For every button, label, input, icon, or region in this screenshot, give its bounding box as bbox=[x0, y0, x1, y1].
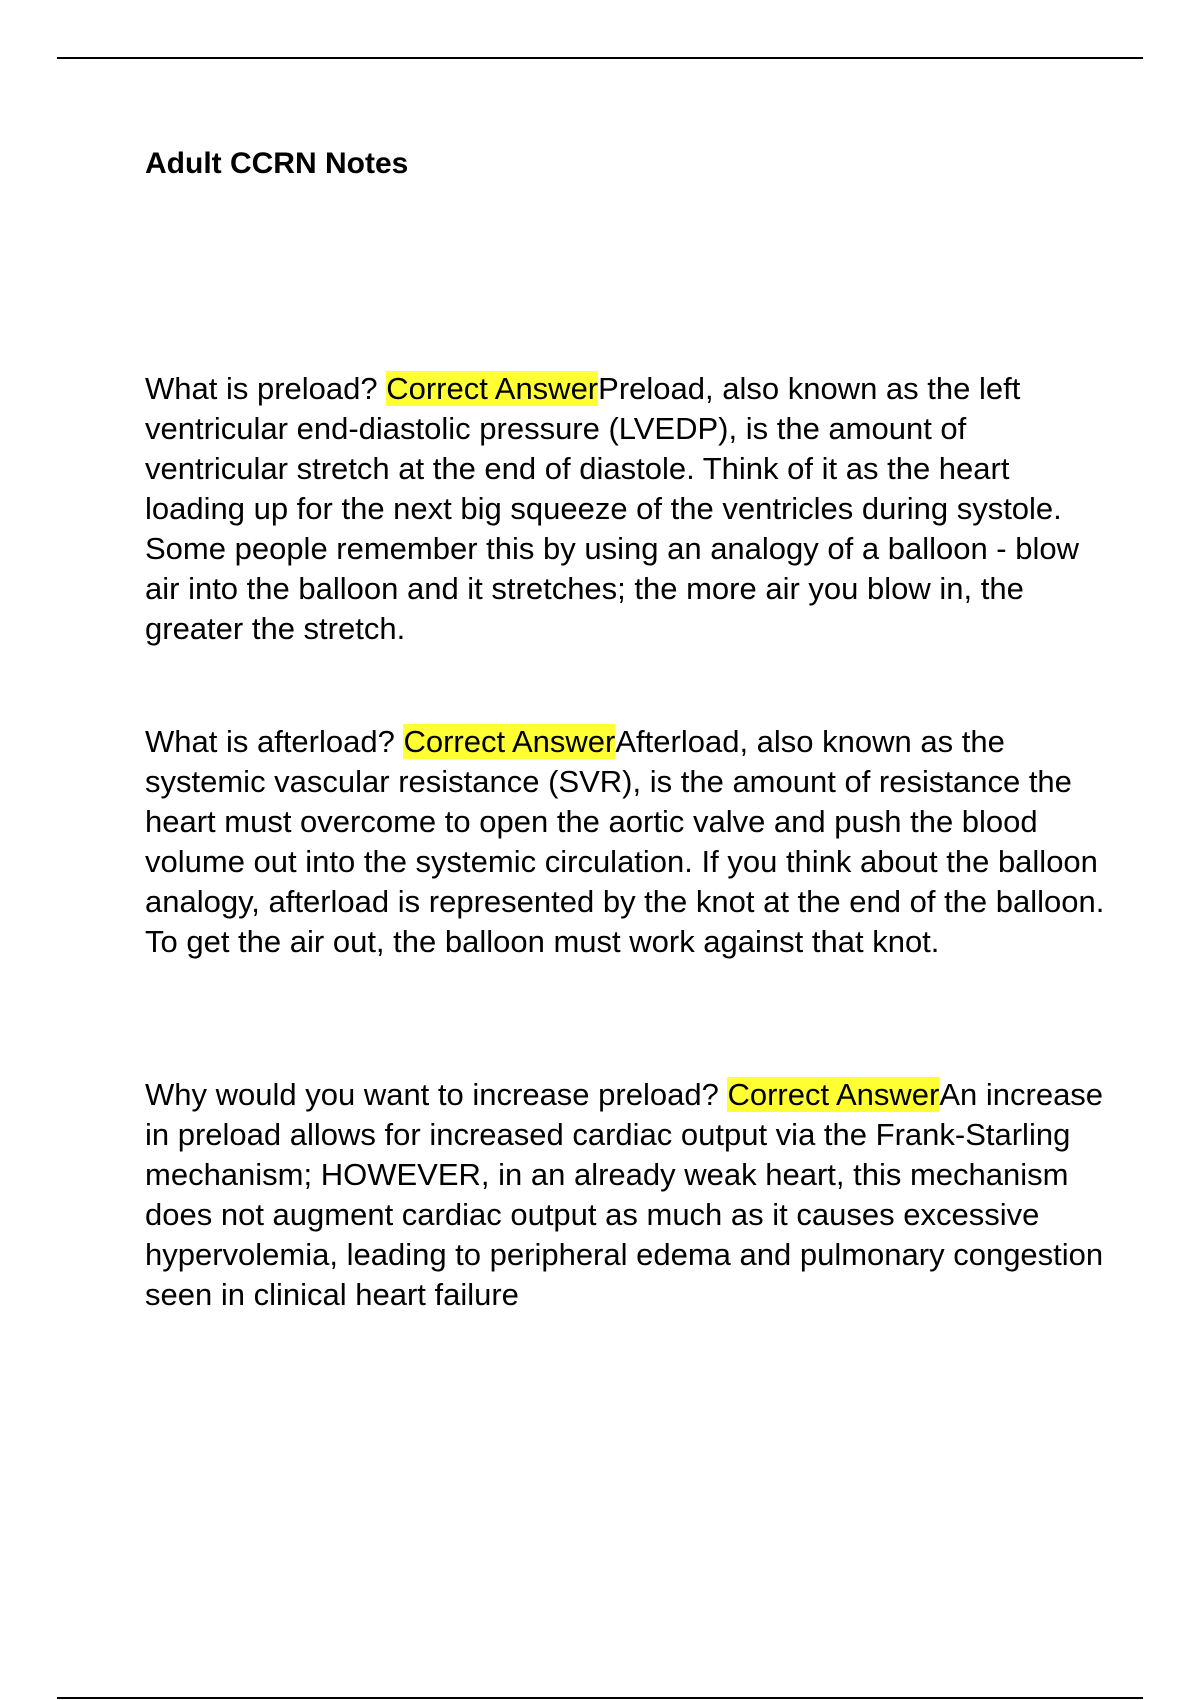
answer-text: An increase in preload allows for increased cardiac output via the Frank-Starling mechanism; HOWEVER, in an already weak heart, this mechanism does not augment cardiac output as much as it causes excessive hypervolemia, leading to peripheral edema and pulmonary congestion seen in clinical heart failure bbox=[145, 1077, 1104, 1312]
qa-item-afterload bbox=[145, 722, 1105, 962]
correct-answer-highlight: Correct Answer bbox=[727, 1077, 940, 1112]
correct-answer-highlight: Correct Answer bbox=[386, 371, 599, 406]
qa-item-increase-preload bbox=[145, 1075, 1105, 1315]
question-text: What is preload? bbox=[145, 371, 387, 406]
question-text: Why would you want to increase preload? bbox=[145, 1077, 728, 1112]
top-rule bbox=[57, 57, 1143, 59]
answer-text: Afterload, also known as the systemic vascular resistance (SVR), is the amount of resistance the heart must overcome to open the aortic valve and push the blood volume out into the systemic circulation. If you think about the balloon analogy, afterload is represented by the knot at the end of the balloon. To get the air out, the balloon must work against that knot. bbox=[145, 724, 1105, 959]
document-title: Adult CCRN Notes bbox=[145, 147, 409, 180]
bottom-rule bbox=[57, 1697, 1143, 1699]
answer-text: Preload, also known as the left ventricular end-diastolic pressure (LVEDP), is the amount of ventricular stretch at the end of diastole. Think of it as the heart loading up for the next big squeeze of the ventricles during systole. Some people remember this by using an analogy of a balloon - blow air into the balloon and it stretches; the more air you blow in, the greater the stretch. bbox=[145, 371, 1079, 646]
question-text: What is afterload? bbox=[145, 724, 404, 759]
qa-item-preload bbox=[145, 369, 1105, 649]
correct-answer-highlight: Correct Answer bbox=[403, 724, 616, 759]
